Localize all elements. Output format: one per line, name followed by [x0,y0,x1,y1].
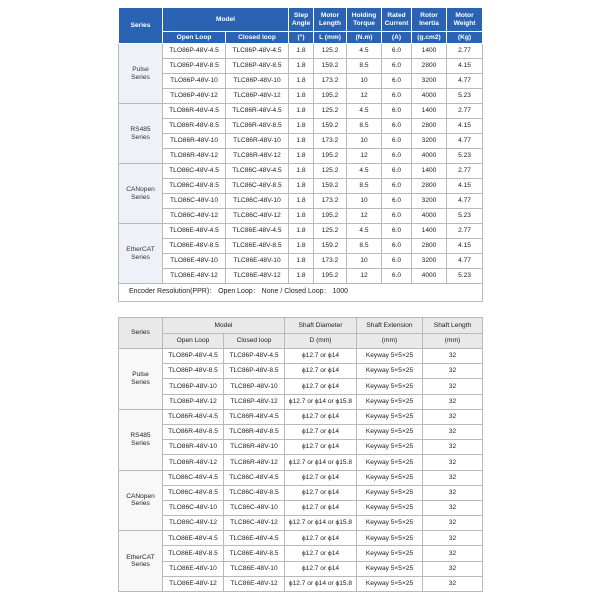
table-cell: 5.23 [447,149,483,164]
table-row [119,119,483,134]
table-row [119,209,483,224]
table-cell: 32 [423,561,483,576]
table-cell: Keyway 5×5×25 [357,409,423,424]
table-cell: 6.0 [382,254,412,269]
table-cell: TLC86P-48V-4.5 [224,349,285,364]
rated-current-header: Rated Current [382,8,412,32]
table-cell: 125.2 [314,224,347,239]
table-cell: 173.2 [314,74,347,89]
series-group-label: Pulse Series [119,349,163,410]
table-cell: 2.77 [447,44,483,59]
table-cell: ϕ12.7 or ϕ14 [285,500,357,515]
table-cell: TLC86R-48V-10 [226,134,289,149]
table-cell: 6.0 [382,59,412,74]
table-cell: 32 [423,485,483,500]
series-group-label: Pulse Series [119,44,163,104]
unit-cell: (mm) [423,334,483,349]
table-cell: TLC86E-48V-12 [226,269,289,284]
table-cell: 125.2 [314,104,347,119]
table-cell: TLO86P-48V-10 [163,379,224,394]
table-cell: 6.0 [382,194,412,209]
table-row [119,224,483,239]
table-cell: 5.23 [447,89,483,104]
table-cell: Keyway 5×5×25 [357,500,423,515]
unit-cell: L (mm) [314,32,347,44]
table-cell: 6.0 [382,119,412,134]
table-cell: TLO86C-48V-4.5 [163,470,224,485]
table-cell: ϕ12.7 or ϕ14 [285,485,357,500]
table-cell: TLC86R-48V-12 [226,149,289,164]
table-cell: TLO86R-48V-8.5 [163,424,224,439]
open-loop-header: Open Loop [163,32,226,44]
table-row [119,194,483,209]
table-cell: 1400 [412,164,447,179]
table-cell: 8.5 [347,59,382,74]
table-cell: 4.5 [347,164,382,179]
table-cell: 4.15 [447,239,483,254]
table-cell: 3200 [412,134,447,149]
table-cell: TLO86P-48V-4.5 [163,349,224,364]
table-cell: TLO86E-48V-4.5 [163,531,224,546]
table-cell: TLC86P-48V-12 [224,394,285,409]
table-cell: 32 [423,470,483,485]
table-cell: ϕ12.7 or ϕ14 or ϕ15.8 [285,394,357,409]
table-cell: TLO86E-48V-12 [163,269,226,284]
table-cell: 1.8 [289,254,314,269]
table-cell: 32 [423,379,483,394]
unit-cell: (g.cm2) [412,32,447,44]
table-cell: Keyway 5×5×25 [357,349,423,364]
holding-torque-header: Holding Torque [347,8,382,32]
table-cell: 2.77 [447,164,483,179]
unit-cell: (A) [382,32,412,44]
series-group-label: EtherCAT Series [119,531,163,592]
note-row [119,284,483,302]
table-cell: 32 [423,531,483,546]
table-cell: ϕ12.7 or ϕ14 [285,364,357,379]
step-angle-header: Step Angle [289,8,314,32]
table-cell: 195.2 [314,89,347,104]
table-cell: TLO86R-48V-12 [163,455,224,470]
table-cell: 1.8 [289,74,314,89]
table-cell: TLO86C-48V-12 [163,209,226,224]
table-cell: TLO86C-48V-10 [163,500,224,515]
table-cell: TLO86P-48V-8.5 [163,364,224,379]
table-cell: 12 [347,269,382,284]
table-row [119,134,483,149]
table-cell: 2800 [412,179,447,194]
table-cell: 6.0 [382,269,412,284]
shaft-length-header: Shaft Length [423,318,483,334]
table-cell: 1.8 [289,269,314,284]
series-header: Series [119,8,163,44]
table-cell: ϕ12.7 or ϕ14 [285,531,357,546]
table-cell: TLC86C-48V-4.5 [226,164,289,179]
table-cell: TLC86C-48V-4.5 [224,470,285,485]
table-cell: 1.8 [289,179,314,194]
table-cell: TLO86E-48V-12 [163,576,224,591]
table-cell: 6.0 [382,164,412,179]
table-cell: 159.2 [314,179,347,194]
table-row [119,349,483,364]
table-cell: 1.8 [289,89,314,104]
table-cell: 4000 [412,149,447,164]
table-cell: 12 [347,149,382,164]
table-cell: 1.8 [289,119,314,134]
table-cell: ϕ12.7 or ϕ14 [285,349,357,364]
table-cell: ϕ12.7 or ϕ14 or ϕ15.8 [285,455,357,470]
table-cell: ϕ12.7 or ϕ14 [285,561,357,576]
table-cell: TLC86E-48V-8.5 [224,546,285,561]
table-cell: 6.0 [382,149,412,164]
table-cell: Keyway 5×5×25 [357,485,423,500]
table-row [119,44,483,59]
table-cell: TLO86E-48V-4.5 [163,224,226,239]
table-cell: 125.2 [314,164,347,179]
table-cell: 2800 [412,239,447,254]
table-cell: 32 [423,364,483,379]
series-group-label: RS485 Series [119,409,163,470]
table-row [119,576,483,591]
table-cell: TLC86E-48V-4.5 [226,224,289,239]
table-cell: 195.2 [314,209,347,224]
table-cell: TLC86C-48V-8.5 [224,485,285,500]
table-cell: TLC86P-48V-4.5 [226,44,289,59]
table-row [119,179,483,194]
series-group-label: CANopen Series [119,470,163,531]
table-cell: 4.15 [447,119,483,134]
table-cell: ϕ12.7 or ϕ14 or ϕ15.8 [285,576,357,591]
table-cell: 1.8 [289,239,314,254]
table-row [119,546,483,561]
table-cell: 125.2 [314,44,347,59]
table-row [119,516,483,531]
series-group-label: CANopen Series [119,164,163,224]
table-cell: TLO86R-48V-10 [163,134,226,149]
table-cell: 2.77 [447,104,483,119]
table-cell: 3200 [412,194,447,209]
table-cell: 1400 [412,104,447,119]
table-cell: TLC86E-48V-10 [226,254,289,269]
table-row [119,59,483,74]
table-row [119,455,483,470]
table-row [119,254,483,269]
table-cell: TLO86C-48V-4.5 [163,164,226,179]
table-cell: TLC86R-48V-4.5 [224,409,285,424]
table-cell: Keyway 5×5×25 [357,561,423,576]
table-cell: 4.15 [447,179,483,194]
motor-spec-table [118,7,483,302]
table-cell: 1400 [412,224,447,239]
table-cell: ϕ12.7 or ϕ14 [285,440,357,455]
table-cell: TLO86R-48V-10 [163,440,224,455]
table-cell: TLC86R-48V-12 [224,455,285,470]
table-cell: 4.5 [347,104,382,119]
table-cell: 32 [423,440,483,455]
table-cell: 6.0 [382,134,412,149]
table-cell: TLC86P-48V-10 [226,74,289,89]
table-row [119,89,483,104]
table-cell: TLO86R-48V-4.5 [163,409,224,424]
table-cell: 1.8 [289,164,314,179]
table-cell: TLC86P-48V-8.5 [226,59,289,74]
table-cell: 6.0 [382,104,412,119]
table-cell: 8.5 [347,239,382,254]
table-cell: TLC86E-48V-4.5 [224,531,285,546]
table-cell: 1.8 [289,59,314,74]
table-cell: 3200 [412,74,447,89]
table-cell: 32 [423,424,483,439]
table-cell: 173.2 [314,134,347,149]
table-cell: TLO86P-48V-10 [163,74,226,89]
table-row [119,470,483,485]
table-cell: TLC86C-48V-8.5 [226,179,289,194]
table-cell: 6.0 [382,224,412,239]
table-row [119,149,483,164]
table-cell: 32 [423,409,483,424]
table-cell: 6.0 [382,179,412,194]
table-cell: 195.2 [314,269,347,284]
table-cell: 32 [423,500,483,515]
unit-cell: (°) [289,32,314,44]
table-cell: TLO86R-48V-4.5 [163,104,226,119]
unit-cell: (Kg) [447,32,483,44]
table-cell: 1400 [412,44,447,59]
table-cell: TLO86C-48V-10 [163,194,226,209]
table-cell: 159.2 [314,239,347,254]
table-cell: 6.0 [382,89,412,104]
table-cell: 32 [423,546,483,561]
table-cell: TLC86C-48V-10 [226,194,289,209]
table-cell: TLC86C-48V-10 [224,500,285,515]
series-header: Series [119,318,163,349]
table-cell: 1.8 [289,224,314,239]
table-cell: 10 [347,74,382,89]
table-cell: 4.77 [447,134,483,149]
table-cell: TLC86P-48V-10 [224,379,285,394]
table-row [119,164,483,179]
table-row [119,104,483,119]
unit-cell: (mm) [357,334,423,349]
table-cell: ϕ12.7 or ϕ14 [285,424,357,439]
table-cell: TLO86E-48V-10 [163,561,224,576]
table-cell: 6.0 [382,74,412,89]
table-row [119,394,483,409]
table-cell: TLO86P-48V-12 [163,89,226,104]
table-cell: 2800 [412,59,447,74]
table-row [119,269,483,284]
table-row [119,74,483,89]
table-cell: TLO86E-48V-8.5 [163,239,226,254]
table-cell: Keyway 5×5×25 [357,364,423,379]
unit-cell: (N.m) [347,32,382,44]
closed-loop-header: Closed loop [226,32,289,44]
model-header: Model [163,318,285,334]
table-cell: Keyway 5×5×25 [357,546,423,561]
table-cell: 3200 [412,254,447,269]
table-row [119,531,483,546]
table-cell: TLO86C-48V-8.5 [163,485,224,500]
table-cell: Keyway 5×5×25 [357,424,423,439]
unit-cell: D (mm) [285,334,357,349]
table-cell: TLC86R-48V-10 [224,440,285,455]
table-cell: 32 [423,455,483,470]
table-cell: TLC86P-48V-8.5 [224,364,285,379]
table-cell: ϕ12.7 or ϕ14 [285,470,357,485]
table-cell: 2800 [412,119,447,134]
closed-loop-header: Closed loop [224,334,285,349]
table-cell: TLO86R-48V-8.5 [163,119,226,134]
table-row [119,440,483,455]
table-row [119,379,483,394]
table-cell: TLO86P-48V-12 [163,394,224,409]
table-cell: TLO86P-48V-8.5 [163,59,226,74]
table-cell: 4.5 [347,44,382,59]
series-group-label: EtherCAT Series [119,224,163,284]
motor-weight-header: Motor Weight [447,8,483,32]
table-cell: 1.8 [289,194,314,209]
table-row [119,409,483,424]
table-cell: ϕ12.7 or ϕ14 [285,546,357,561]
table-cell: TLC86C-48V-12 [226,209,289,224]
table-cell: 10 [347,134,382,149]
table-cell: Keyway 5×5×25 [357,394,423,409]
table-cell: ϕ12.7 or ϕ14 [285,379,357,394]
table-cell: TLO86P-48V-4.5 [163,44,226,59]
table-cell: Keyway 5×5×25 [357,531,423,546]
table-cell: 4.5 [347,224,382,239]
series-group-label: RS485 Series [119,104,163,164]
table-cell: Keyway 5×5×25 [357,455,423,470]
table-cell: 2.77 [447,224,483,239]
table-cell: 32 [423,516,483,531]
encoder-resolution-note: Encoder Resolution(PPR)： Open Loop： None / Closed Loop： 1000 [119,284,483,302]
table-cell: Keyway 5×5×25 [357,440,423,455]
table-cell: 12 [347,89,382,104]
table-cell: 195.2 [314,149,347,164]
table-cell: Keyway 5×5×25 [357,516,423,531]
table-cell: 5.23 [447,209,483,224]
shaft-spec-table [118,317,483,592]
shaft-extension-header: Shaft Extension [357,318,423,334]
table-cell: Keyway 5×5×25 [357,379,423,394]
table-cell: TLC86P-48V-12 [226,89,289,104]
table-row [119,561,483,576]
table-cell: 4.15 [447,59,483,74]
table-cell: TLC86E-48V-12 [224,576,285,591]
table-cell: 4.77 [447,254,483,269]
table-cell: TLC86E-48V-8.5 [226,239,289,254]
table-cell: 5.23 [447,269,483,284]
table-cell: TLC86C-48V-12 [224,516,285,531]
table-row [119,239,483,254]
model-header: Model [163,8,289,32]
table-cell: TLO86R-48V-12 [163,149,226,164]
table-cell: TLO86C-48V-8.5 [163,179,226,194]
table-cell: ϕ12.7 or ϕ14 [285,409,357,424]
table-cell: Keyway 5×5×25 [357,576,423,591]
shaft-diameter-header: Shaft Diameter [285,318,357,334]
table-cell: 10 [347,194,382,209]
table-cell: 1.8 [289,149,314,164]
table-cell: 12 [347,209,382,224]
table-cell: TLO86E-48V-8.5 [163,546,224,561]
table-cell: 6.0 [382,209,412,224]
table-cell: 32 [423,576,483,591]
table-cell: 4.77 [447,194,483,209]
table-cell: 6.0 [382,44,412,59]
table-cell: 4000 [412,209,447,224]
rotor-inertia-header: Rotor Inertia [412,8,447,32]
table-cell: ϕ12.7 or ϕ14 or ϕ15.8 [285,516,357,531]
table-cell: 32 [423,394,483,409]
table-cell: TLC86R-48V-8.5 [226,119,289,134]
table-cell: TLO86E-48V-10 [163,254,226,269]
motor-length-header: Motor Length [314,8,347,32]
table-cell: 4.77 [447,74,483,89]
table-cell: 173.2 [314,254,347,269]
table-cell: 159.2 [314,59,347,74]
table-cell: 1.8 [289,44,314,59]
table-row [119,485,483,500]
table-cell: TLO86C-48V-12 [163,516,224,531]
table-cell: TLC86E-48V-10 [224,561,285,576]
table-cell: 1.8 [289,134,314,149]
table-cell: TLC86R-48V-4.5 [226,104,289,119]
table-cell: 10 [347,254,382,269]
table-row [119,424,483,439]
table-cell: 6.0 [382,239,412,254]
table-cell: 159.2 [314,119,347,134]
table-cell: Keyway 5×5×25 [357,470,423,485]
table-cell: 1.8 [289,104,314,119]
table-cell: 32 [423,349,483,364]
table-row [119,500,483,515]
open-loop-header: Open Loop [163,334,224,349]
table-cell: 1.8 [289,209,314,224]
table-cell: TLC86R-48V-8.5 [224,424,285,439]
table-cell: 4000 [412,89,447,104]
table-cell: 8.5 [347,119,382,134]
table-row [119,364,483,379]
table-cell: 173.2 [314,194,347,209]
table-cell: 8.5 [347,179,382,194]
table-cell: 4000 [412,269,447,284]
